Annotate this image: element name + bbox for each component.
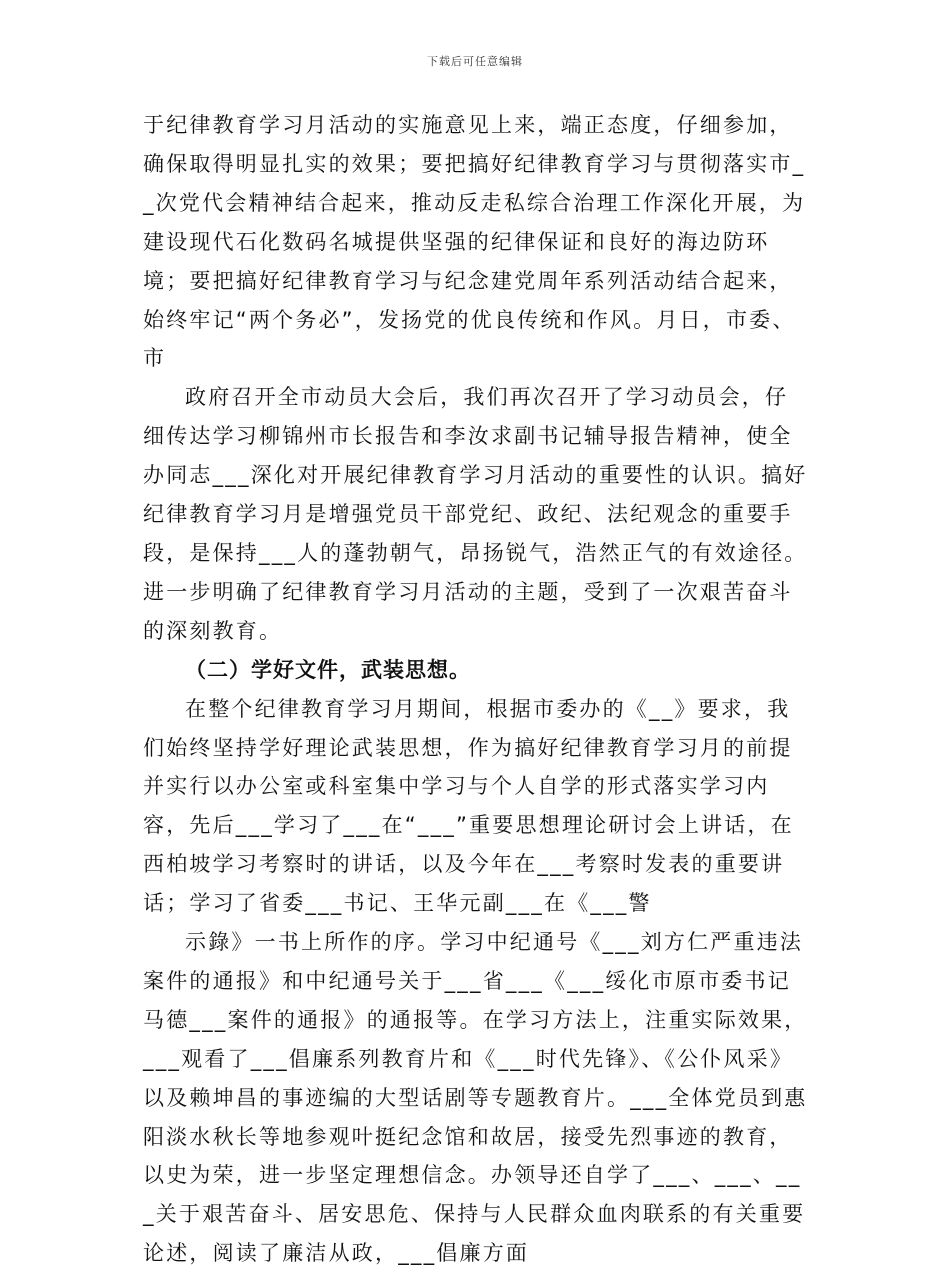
paragraph-1: 于纪律教育学习月活动的实施意见上来，端正态度，仔细参加，确保取得明显扎实的效果；要把搞好纪律教育学习与贯彻落实市__次党代会精神结合起来，推动反走私综合治理工作深化开展，为建设现代石化数码名城提供坚强的纪律保证和良好的海边防环境；要把搞好纪律教育学习与纪念建党周年系列活动结合起来，始终牢记“两个务必”，发扬党的优良传统和作风。月日，市委、市 (143, 113, 806, 371)
header-note: 下载后可任意编辑 (427, 55, 523, 68)
paragraph-4: 示錄》一书上所作的序。学习中纪通号《___刘方仁严重违法案件的通报》和中纪通号关于___省___《___绥化市原市委书记马德___案件的通报》的通报等。在学习方法上，注重实际效果，___观看了___倡廉系列教育片和《___时代先锋》、《公仆风采》以及赖坤昌的事迹编的大型话剧等专题教育片。___全体党员到惠阳淡水秋长等地参观叶挺纪念馆和故居，接受先烈事迹的教育，以史为荣，进一步坚定理想信念。办领导还自学了___、___、___关于艰苦奋斗、居安思危、保持与人民群众血肉联系的有关重要论述，阅读了廉洁从政，___倡廉方面 (143, 930, 808, 1266)
section-heading: （二）学好文件，武装思想。 (185, 657, 471, 682)
document-body (143, 106, 808, 1273)
paragraph-3: 在整个纪律教育学习月期间，根据市委办的《__》要求，我们始终坚持学好理论武装思想，作为搞好纪律教育学习月的前提并实行以办公室或科室集中学习与个人自学的形式落实学习内容，先后___学习了___在“___”重要思想理论研讨会上讲话，在西柏坡学习考察时的讲话，以及今年在___考察时发表的重要讲话；学习了省委___书记、王华元副___在《___警 (143, 696, 794, 916)
paragraph-2: 政府召开全市动员大会后，我们再次召开了学习动员会，仔细传达学习柳锦州市长报告和李汝求副书记辅导报告精神，使全办同志___深化对开展纪律教育学习月活动的重要性的认识。搞好纪律教育学习月是增强党员干部党纪、政纪、法纪观念的重要手段，是保持___人的蓬勃朝气，昂扬锐气，浩然正气的有效途径。进一步明确了纪律教育学习月活动的主题，受到了一次艰苦奋斗的深刻教育。 (143, 385, 808, 643)
